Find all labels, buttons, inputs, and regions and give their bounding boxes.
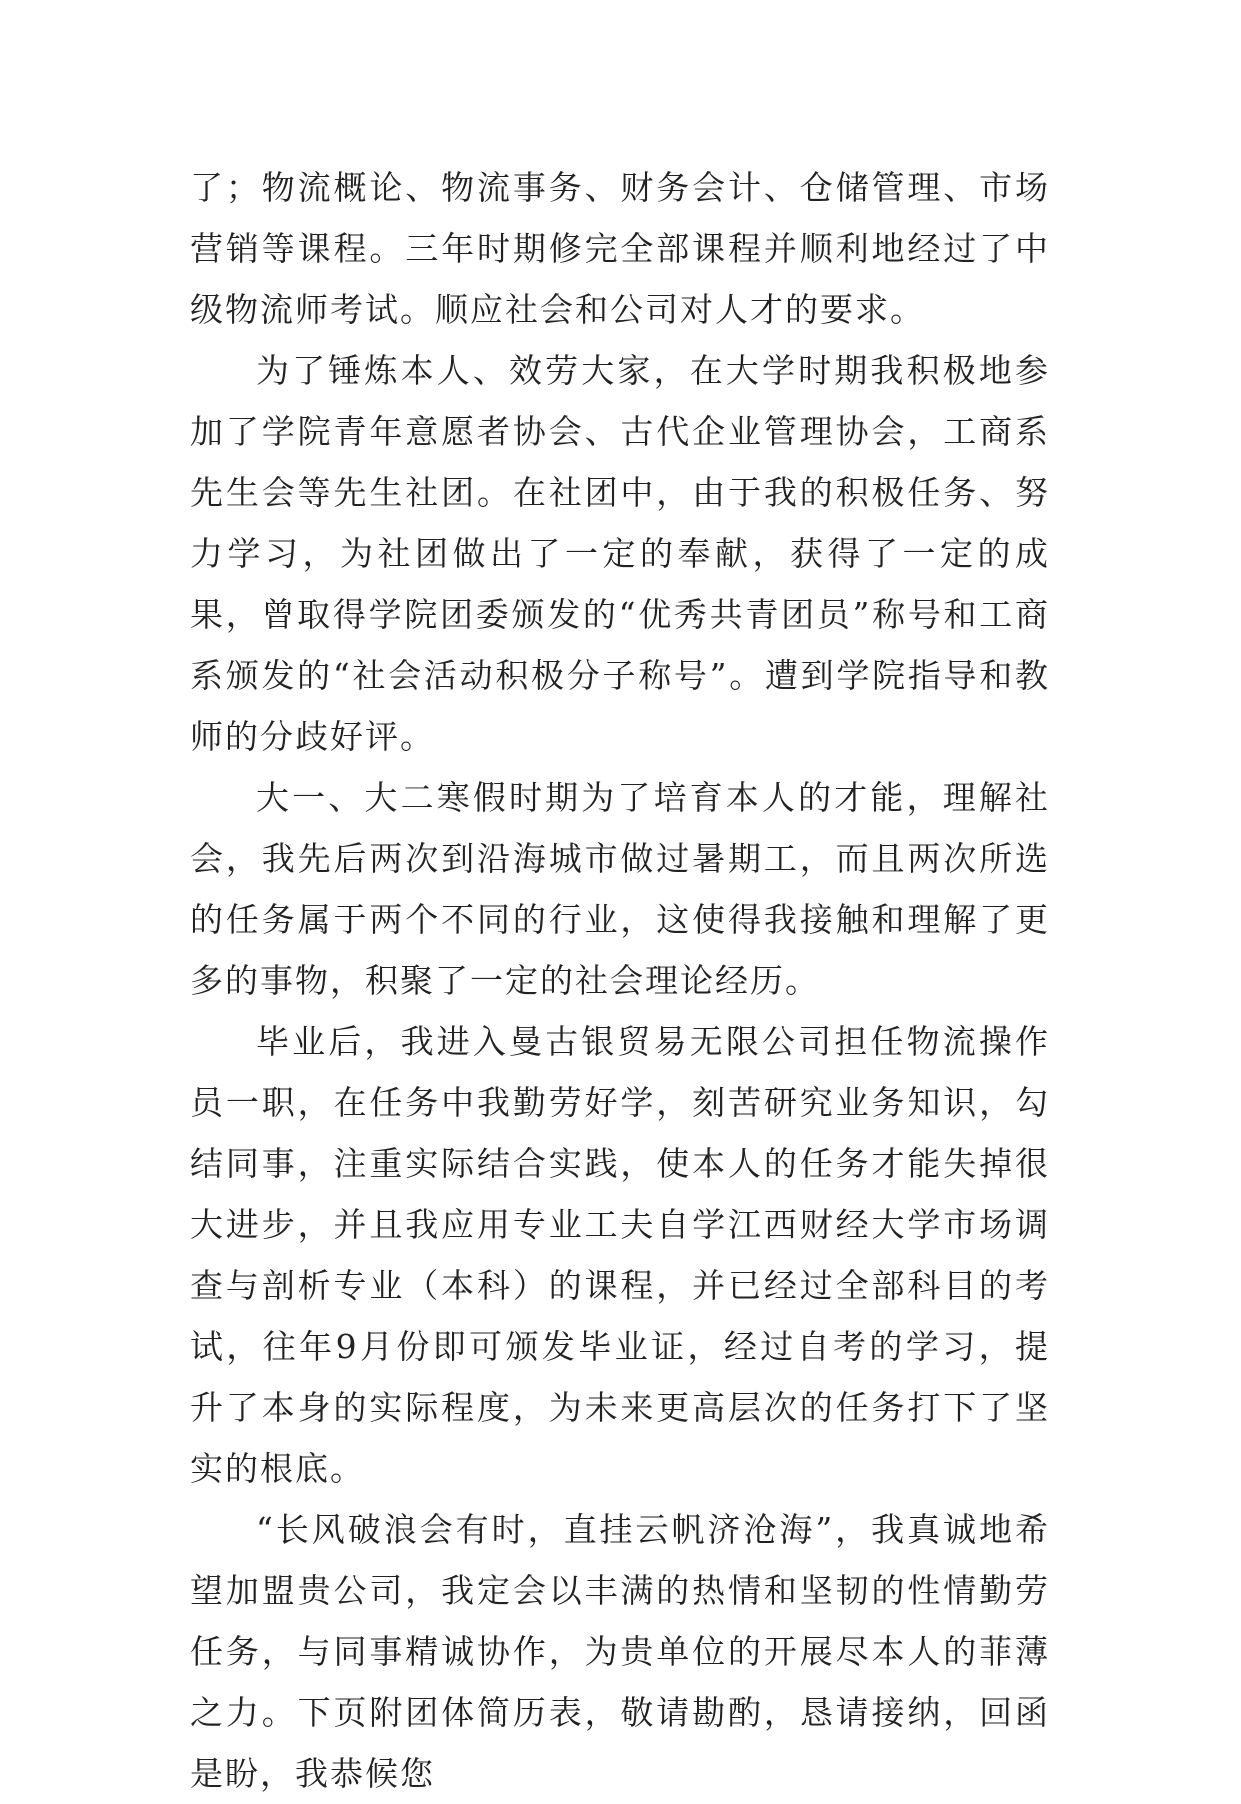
- paragraph-closing: “长风破浪会有时，直挂云帆济沧海”，我真诚地希望加盟贵公司，我定会以丰满的热情和坚韧的性情勤劳任务，与同事精诚协作，为贵单位的开展尽本人的菲薄之力。下页附团体简历表，敬请勘酌，恳请接纳，回函是盼，我恭候您: [190, 1510, 1050, 1793]
- paragraph-activities: 为了锤炼本人、效劳大家，在大学时期我积极地参加了学院青年意愿者协会、古代企业管理协会，工商系先生会等先生社团。在社团中，由于我的积极任务、努力学习，为社团做出了一定的奉献，获得了一定的成果，曾取得学院团委颁发的“优秀共青团员”称号和工商系颁发的“社会活动积极分子称号”。遭到学院指导和教师的分歧好评。: [190, 351, 1050, 756]
- paragraph-employment: 毕业后，我进入曼古银贸易无限公司担任物流操作员一职，在任务中我勤劳好学，刻苦研究业务知识，勾结同事，注重实际结合实践，使本人的任务才能失掉很大进步，并且我应用专业工夫自学江西财经大学市场调查与剖析专业（本科）的课程，并已经过全部科目的考试，往年9月份即可颁发毕业证，经过自考的学习，提升了本身的实际程度，为未来更高层次的任务打下了坚实的根底。: [190, 1022, 1050, 1488]
- letter-body: [190, 157, 1050, 1804]
- paragraph-continued: 了；物流概论、物流事务、财务会计、仓储管理、市场营销等课程。三年时期修完全部课程并顺利地经过了中级物流师考试。顺应社会和公司对人才的要求。: [190, 168, 1050, 329]
- paragraph-summer-work: 大一、大二寒假时期为了培育本人的才能，理解社会，我先后两次到沿海城市做过暑期工，而且两次所选的任务属于两个不同的行业，这使得我接触和理解了更多的事物，积聚了一定的社会理论经历。: [190, 778, 1050, 1000]
